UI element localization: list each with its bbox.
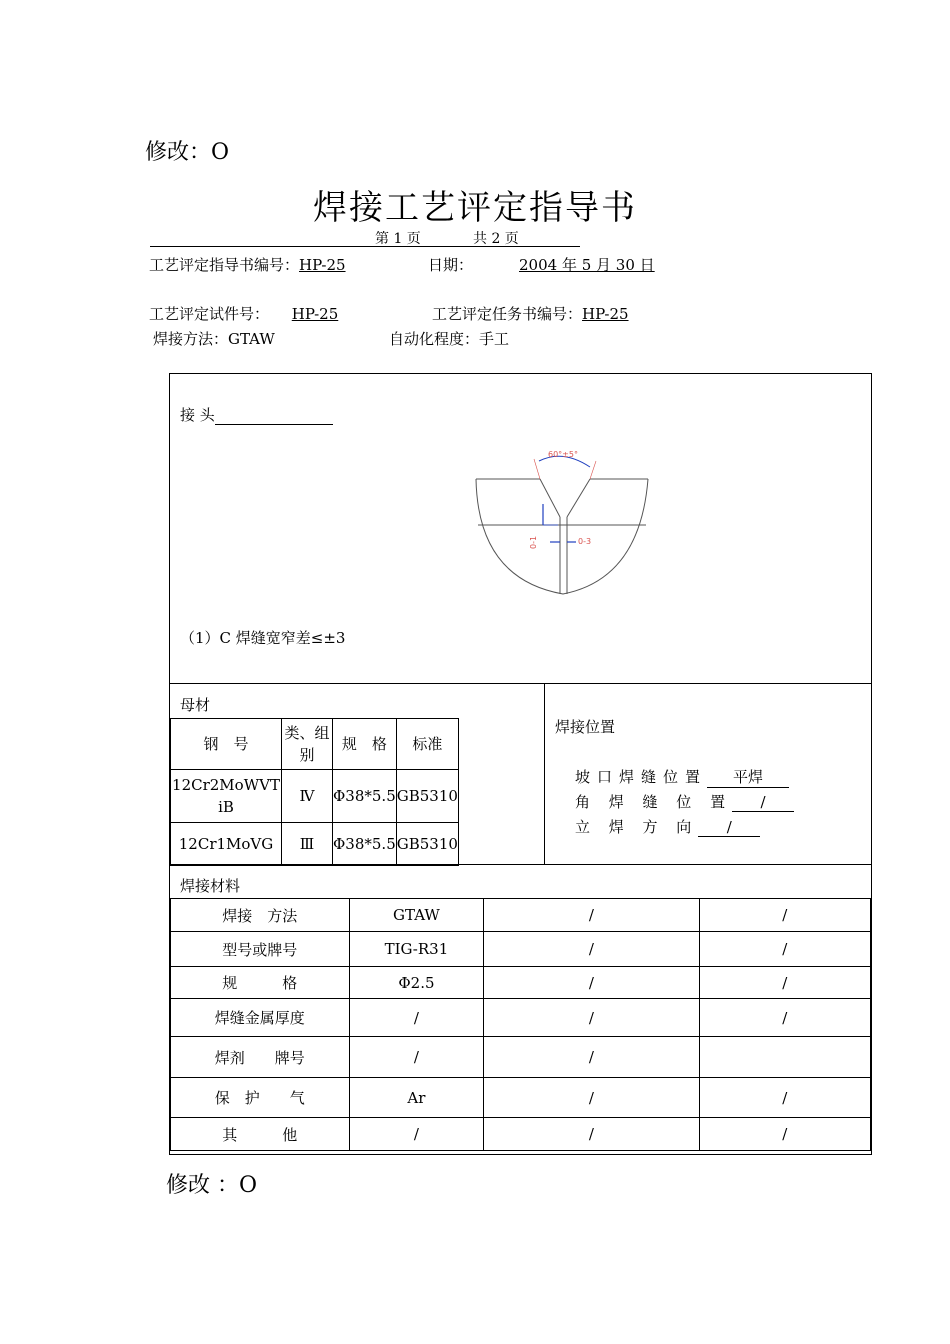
material-value-cell: /: [484, 1037, 699, 1078]
joint-note: （1）C 焊缝宽窄差≤±3: [180, 629, 346, 647]
material-label-cell: 焊缝金属厚度: [171, 999, 350, 1037]
category-cell: Ⅲ: [282, 823, 333, 866]
header-category: 类、组别: [282, 719, 333, 770]
material-label-cell: 其 他: [171, 1118, 350, 1151]
material-value-cell: /: [484, 899, 699, 932]
method-value: GTAW: [228, 330, 275, 348]
steel-grade-cell: 12Cr1MoVG: [171, 823, 282, 866]
steel-grade-cell: 12Cr2MoWVTiB: [171, 770, 282, 823]
wps-number-label: 工艺评定指导书编号：: [149, 256, 300, 274]
material-value-cell: TIG-R31: [349, 932, 484, 967]
table-row: [171, 932, 871, 967]
material-value-cell: /: [349, 999, 484, 1037]
welding-material-table: [170, 898, 871, 1151]
table-row: [171, 770, 459, 823]
material-value-cell: /: [699, 899, 870, 932]
automation-value: 手工: [479, 330, 510, 348]
welding-position-title: 焊接位置: [555, 718, 616, 736]
standard-cell: GB5310: [396, 823, 458, 866]
table-row: [171, 1078, 871, 1118]
specimen-number-line: [149, 303, 361, 324]
revision-mark-bottom: 修改 ：O: [166, 1173, 258, 1198]
wps-number-line: [149, 254, 346, 275]
table-row: [171, 899, 871, 932]
procedure-table: [169, 373, 872, 1155]
task-number-value: HP-25: [582, 305, 629, 323]
specimen-number-label: 工艺评定试件号：: [149, 305, 270, 323]
spec-cell: Φ38*5.5: [333, 770, 397, 823]
method-line: [153, 328, 275, 349]
automation-label: 自动化程度：: [389, 330, 480, 348]
wps-number-value: HP-25: [299, 256, 346, 274]
method-label: 焊接方法：: [153, 330, 229, 348]
material-value-cell: /: [699, 967, 870, 999]
base-metal-section-label: 母材: [180, 696, 211, 714]
joint-groove-diagram: [470, 449, 660, 599]
standard-cell: GB5310: [396, 770, 458, 823]
material-value-cell: /: [484, 967, 699, 999]
task-number-label: 工艺评定任务书编号：: [432, 305, 583, 323]
base-metal-header-row: [171, 719, 459, 770]
header-spec: 规 格: [333, 719, 397, 770]
page-number: 第 1 页: [375, 231, 421, 247]
material-label-cell: 焊接 方法: [171, 899, 350, 932]
welding-material-section-label: 焊接材料: [180, 877, 241, 895]
material-value-cell: /: [699, 1118, 870, 1151]
welding-position-block: [544, 684, 873, 864]
material-value-cell: /: [484, 932, 699, 967]
joint-label: 接 头: [180, 406, 215, 424]
material-value-cell: /: [699, 1078, 870, 1118]
material-value-cell: /: [699, 932, 870, 967]
automation-line: [389, 328, 509, 349]
root-face-label: 0-1: [529, 535, 538, 549]
header-steel-grade: 钢 号: [171, 719, 282, 770]
fillet-position-label: 角 焊 缝 位 置: [575, 793, 733, 811]
category-cell: Ⅳ: [282, 770, 333, 823]
divider-base-metal: [170, 864, 871, 865]
material-label-cell: 保 护 气: [171, 1078, 350, 1118]
table-row: [171, 823, 459, 866]
material-value-cell: /: [349, 1118, 484, 1151]
material-label-cell: 规 格: [171, 967, 350, 999]
groove-position-value: 平焊: [707, 766, 789, 788]
revision-mark-top: 修改：O: [145, 140, 230, 165]
material-value-cell: /: [484, 999, 699, 1037]
groove-angle-label: 60°±5°: [548, 450, 578, 459]
table-row: [171, 999, 871, 1037]
material-value-cell: /: [484, 1078, 699, 1118]
joint-label-line: [180, 404, 333, 425]
table-row: [171, 1118, 871, 1151]
table-row: [171, 967, 871, 999]
material-label-cell: 焊剂 牌号: [171, 1037, 350, 1078]
page-indicator: [150, 228, 580, 247]
header-standard: 标准: [396, 719, 458, 770]
vertical-direction-value: /: [698, 818, 760, 837]
material-value-cell: [699, 1037, 870, 1078]
table-row: [171, 1037, 871, 1078]
fillet-position-value: /: [732, 793, 794, 812]
date-label: 日期：: [428, 256, 474, 274]
material-value-cell: /: [699, 999, 870, 1037]
spec-cell: Φ38*5.5: [333, 823, 397, 866]
specimen-number-value: HP-25: [291, 305, 339, 323]
fillet-position-row: [575, 791, 794, 812]
material-label-cell: 型号或牌号: [171, 932, 350, 967]
joint-blank: [215, 410, 333, 425]
material-value-cell: /: [484, 1118, 699, 1151]
material-value-cell: Φ2.5: [349, 967, 484, 999]
base-metal-table: [170, 718, 459, 866]
vertical-direction-label: 立 焊 方 向: [575, 818, 699, 836]
material-value-cell: GTAW: [349, 899, 484, 932]
vertical-direction-row: [575, 816, 760, 837]
date-value: 2004 年 5 月 30 日: [519, 256, 655, 274]
root-gap-label: 0-3: [578, 537, 592, 546]
page-total: 共 2 页: [473, 231, 519, 247]
material-value-cell: Ar: [349, 1078, 484, 1118]
groove-position-label: 坡口焊缝位置: [575, 768, 708, 786]
material-value-cell: /: [349, 1037, 484, 1078]
task-number-line: [432, 303, 629, 324]
document-title: 焊接工艺评定指导书: [313, 188, 637, 228]
groove-position-row: [575, 766, 789, 788]
